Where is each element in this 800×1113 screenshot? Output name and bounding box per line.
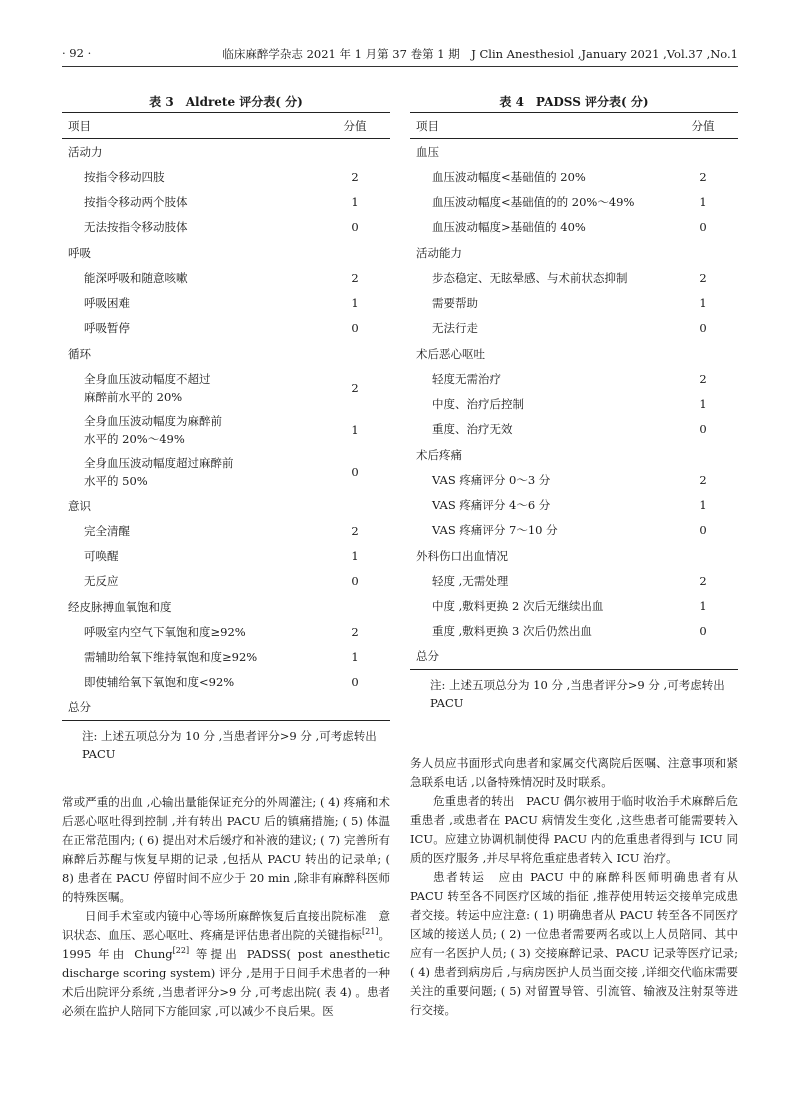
table-row bbox=[62, 316, 390, 341]
table-row bbox=[62, 451, 390, 493]
item-label-line: 呼吸困难 bbox=[84, 296, 130, 310]
item-label-line-2: 水平的 20%～49% bbox=[84, 431, 185, 446]
item-score: 0 bbox=[699, 523, 707, 537]
item-score: 0 bbox=[699, 422, 707, 436]
category-score-cell bbox=[668, 442, 738, 468]
item-score: 1 bbox=[699, 195, 707, 209]
table-row bbox=[410, 392, 738, 417]
category-row bbox=[410, 240, 738, 266]
category-row bbox=[410, 442, 738, 468]
item-label-line: 需辅助给氧下维持氧饱和度≥92% bbox=[84, 650, 258, 664]
item-label bbox=[410, 518, 668, 543]
item-score: 2 bbox=[351, 170, 359, 184]
left-paragraph-2 bbox=[62, 907, 390, 1021]
item-score: 0 bbox=[699, 321, 707, 335]
category-score-cell bbox=[320, 341, 390, 367]
item-label-line: VAS 疼痛评分 4～6 分 bbox=[432, 498, 551, 512]
table-row bbox=[62, 645, 390, 670]
item-score: 0 bbox=[351, 321, 359, 335]
category-score-cell bbox=[668, 543, 738, 569]
item-label bbox=[410, 417, 668, 442]
table3-col-score: 分值 bbox=[320, 113, 390, 139]
category-name: 活动力 bbox=[68, 144, 103, 159]
category-name: 活动能力 bbox=[416, 245, 462, 260]
item-label-line: 按指令移动四肢 bbox=[84, 170, 165, 184]
total-label: 总分 bbox=[62, 695, 320, 721]
total-score-cell bbox=[668, 644, 738, 670]
total-row bbox=[62, 695, 390, 721]
table4-padss bbox=[410, 112, 738, 670]
category-row bbox=[62, 240, 390, 266]
category-row bbox=[62, 139, 390, 165]
category-score-cell bbox=[668, 341, 738, 367]
item-label-line: 轻度 ,无需处理 bbox=[432, 574, 509, 588]
item-score: 2 bbox=[699, 271, 707, 285]
item-label-line: 中度、治疗后控制 bbox=[432, 397, 524, 411]
left-column bbox=[62, 92, 390, 1021]
item-label-line: 需要帮助 bbox=[432, 296, 478, 310]
item-label-line: 无法行走 bbox=[432, 321, 478, 335]
table3-caption: 表 3 Aldrete 评分表( 分) bbox=[149, 95, 303, 109]
item-label bbox=[62, 165, 320, 190]
category-name: 经皮脉搏血氧饱和度 bbox=[68, 599, 172, 614]
right-paragraph-1: 务人员应书面形式向患者和家属交代离院后医嘱、注意事项和紧急联系电话 ,以备特殊情况时及时联系。 bbox=[410, 756, 738, 789]
item-score: 0 bbox=[351, 675, 359, 689]
right-paragraph-3: 患者转运 应由 PACU 中的麻醉科医师明确患者有从 PACU 转至各不同医疗区域的指征 ,推荐使用转运交接单完成患者交接。转运中应注意: ( 1) 明确患者从 PACU 转至各不同医疗区域的接送人员; ( 2) 一位患者需要两名或以上人员陪同、其中应有一名医护人员; ( 3) 交接麻醉记录、PACU 记录等医疗记录; ( 4) 患者到病房后 ,与病房医护人员当面交接 ,详细交代临床需要关注的重要问题; ( 5) 对留置导管、引流管、输液及注射泵等进行交接。 bbox=[410, 870, 738, 1017]
item-label bbox=[62, 291, 320, 316]
category-score-cell bbox=[668, 139, 738, 165]
table-row bbox=[410, 493, 738, 518]
item-label bbox=[410, 594, 668, 619]
item-label-line: 按指令移动两个肢体 bbox=[84, 195, 188, 209]
item-score: 1 bbox=[351, 195, 359, 209]
table-row bbox=[62, 165, 390, 190]
total-label: 总分 bbox=[410, 644, 668, 670]
category-name: 术后疼痛 bbox=[416, 447, 462, 462]
right-paragraph-2: 危重患者的转出 PACU 偶尔被用于临时收治手术麻醉后危重患者 ,或患者在 PACU 病情发生变化 ,这些患者可能需要转入 ICU。应建立协调机制使得 PACU 内的危重患者得到与 ICU 同质的医疗服务 ,并尽早将危重症患者转入 ICU 治疗。 bbox=[410, 794, 738, 865]
item-label-line: 轻度无需治疗 bbox=[432, 372, 501, 386]
item-label-line: 能深呼吸和随意咳嗽 bbox=[84, 271, 188, 285]
item-label bbox=[410, 392, 668, 417]
journal-citation: 临床麻醉学杂志 2021 年 1 月第 37 卷第 1 期 J Clin Anesthesiol ,January 2021 ,Vol.37 ,No.1 bbox=[222, 47, 738, 61]
item-label bbox=[62, 620, 320, 645]
table-row bbox=[410, 316, 738, 341]
table4-note: 注: 上述五项总分为 10 分 ,当患者评分>9 分 ,可考虑转出 PACU bbox=[430, 678, 725, 710]
item-label bbox=[410, 190, 668, 215]
item-score: 2 bbox=[699, 574, 707, 588]
table-row bbox=[410, 367, 738, 392]
table-row bbox=[410, 266, 738, 291]
item-label bbox=[410, 468, 668, 493]
item-score: 1 bbox=[699, 296, 707, 310]
item-label bbox=[62, 367, 320, 409]
category-row bbox=[410, 543, 738, 569]
item-score: 1 bbox=[351, 650, 359, 664]
table-row bbox=[410, 165, 738, 190]
table-row bbox=[410, 594, 738, 619]
item-label-line: VAS 疼痛评分 7～10 分 bbox=[432, 523, 558, 537]
item-label-line: 重度 ,敷料更换 3 次后仍然出血 bbox=[432, 624, 592, 638]
category-score-cell bbox=[320, 594, 390, 620]
right-body-text bbox=[410, 754, 738, 1020]
category-score-cell bbox=[668, 240, 738, 266]
citation-ref-22: [22] bbox=[172, 946, 190, 956]
item-label-line: 血压波动幅度>基础值的 40% bbox=[432, 220, 586, 234]
category-score-cell bbox=[320, 493, 390, 519]
item-label bbox=[410, 291, 668, 316]
item-score: 0 bbox=[351, 220, 359, 234]
item-score: 1 bbox=[351, 422, 359, 437]
table-row bbox=[62, 620, 390, 645]
category-row bbox=[62, 341, 390, 367]
running-header bbox=[62, 46, 738, 66]
item-label-line: 呼吸暂停 bbox=[84, 321, 130, 335]
item-label bbox=[62, 451, 320, 493]
table-row bbox=[410, 569, 738, 594]
table-row bbox=[410, 190, 738, 215]
left-body-text bbox=[62, 793, 390, 1021]
item-label-line-2: 麻醉前水平的 20% bbox=[84, 389, 183, 404]
item-score: 2 bbox=[699, 170, 707, 184]
item-score: 2 bbox=[699, 372, 707, 386]
table-row bbox=[62, 190, 390, 215]
table-row bbox=[410, 468, 738, 493]
category-name: 外科伤口出血情况 bbox=[416, 548, 508, 563]
item-label-line: 可唤醒 bbox=[84, 549, 119, 563]
item-label-line: 完全清醒 bbox=[84, 524, 130, 538]
item-label bbox=[410, 316, 668, 341]
item-label bbox=[62, 544, 320, 569]
item-label-line: 中度 ,敷料更换 2 次后无继续出血 bbox=[432, 599, 604, 613]
table-row bbox=[62, 367, 390, 409]
total-row bbox=[410, 644, 738, 670]
item-label bbox=[62, 266, 320, 291]
item-label-line: 步态稳定、无眩晕感、与术前状态抑制 bbox=[432, 271, 628, 285]
item-score: 1 bbox=[351, 296, 359, 310]
table-row bbox=[410, 417, 738, 442]
item-label bbox=[410, 493, 668, 518]
item-label bbox=[410, 619, 668, 644]
table-row bbox=[62, 266, 390, 291]
category-name: 循环 bbox=[68, 346, 91, 361]
item-label bbox=[62, 645, 320, 670]
table4-col-score: 分值 bbox=[668, 113, 738, 139]
table3-note: 注: 上述五项总分为 10 分 ,当患者评分>9 分 ,可考虑转出 PACU bbox=[82, 729, 377, 761]
item-label-line: 呼吸室内空气下氧饱和度≥92% bbox=[84, 625, 246, 639]
table-row bbox=[62, 215, 390, 240]
table-row bbox=[62, 291, 390, 316]
citation-ref-21: [21] bbox=[362, 927, 379, 937]
item-label-line: 全身血压波动幅度不超过 bbox=[84, 371, 211, 386]
category-score-cell bbox=[320, 240, 390, 266]
left-paragraph-1: 常或严重的出血 ,心输出量能保证充分的外周灌注; ( 4) 疼痛和术后恶心呕吐得到控制 ,并有转出 PACU 后的镇痛措施; ( 5) 体温在正常范围内; ( 6) 提出对术后缓疗和补液的建议; ( 7) 完善所有麻醉后苏醒与恢复早期的记录 ,包括从 PACU 转出的记录单; ( 8) 患者在 PACU 停留时间不应少于 20 min ,除非有麻醉科医师的特殊医嘱。 bbox=[62, 795, 390, 904]
category-name: 术后恶心呕吐 bbox=[416, 346, 485, 361]
item-label bbox=[62, 190, 320, 215]
left-paragraph-2-part-c: 等提出 PADSS( post anesthetic discharge scoring system) 评分 ,是用于日间手术患者的一种术后出院评分系统 ,当患者评分>9 分 ,可考虑出院( 表 4) 。患者必须在监护人陪同下方能回家 ,可以减少不良后果。医 bbox=[62, 947, 390, 1018]
item-score: 0 bbox=[699, 220, 707, 234]
page-number: · 92 · bbox=[62, 46, 92, 60]
item-score: 1 bbox=[699, 498, 707, 512]
item-score: 1 bbox=[351, 549, 359, 563]
item-score: 2 bbox=[351, 271, 359, 285]
item-label bbox=[62, 316, 320, 341]
item-score: 1 bbox=[699, 599, 707, 613]
table4-col-item: 项目 bbox=[410, 113, 668, 139]
category-name: 意识 bbox=[68, 498, 91, 513]
item-label-line: VAS 疼痛评分 0～3 分 bbox=[432, 473, 551, 487]
table-row bbox=[410, 215, 738, 240]
table-row bbox=[410, 619, 738, 644]
table3-aldrete bbox=[62, 112, 390, 721]
table-row bbox=[62, 670, 390, 695]
item-label bbox=[410, 367, 668, 392]
item-label bbox=[62, 409, 320, 451]
item-label-line: 全身血压波动幅度超过麻醉前 bbox=[84, 455, 234, 470]
category-score-cell bbox=[320, 139, 390, 165]
table-row bbox=[62, 519, 390, 544]
item-label-line: 无反应 bbox=[84, 574, 119, 588]
item-score: 2 bbox=[351, 380, 359, 395]
item-label bbox=[410, 569, 668, 594]
item-label bbox=[62, 519, 320, 544]
item-label bbox=[410, 215, 668, 240]
table3-col-item: 项目 bbox=[62, 113, 320, 139]
category-row bbox=[410, 341, 738, 367]
table-row bbox=[410, 518, 738, 543]
item-label-line-2: 水平的 50% bbox=[84, 473, 148, 488]
category-row bbox=[410, 139, 738, 165]
item-label bbox=[62, 670, 320, 695]
category-name: 呼吸 bbox=[68, 245, 91, 260]
item-score: 0 bbox=[699, 624, 707, 638]
item-score: 0 bbox=[351, 574, 359, 588]
item-label-line: 无法按指令移动肢体 bbox=[84, 220, 188, 234]
item-label bbox=[62, 215, 320, 240]
item-score: 2 bbox=[351, 524, 359, 538]
header-rule bbox=[62, 66, 738, 67]
item-score: 2 bbox=[351, 625, 359, 639]
table-row bbox=[62, 409, 390, 451]
item-score: 1 bbox=[699, 397, 707, 411]
item-score: 0 bbox=[351, 464, 359, 479]
table3-body bbox=[62, 139, 390, 721]
table4-body bbox=[410, 139, 738, 670]
category-row bbox=[62, 594, 390, 620]
table4-header-row bbox=[410, 113, 738, 139]
category-row bbox=[62, 493, 390, 519]
table-row bbox=[62, 544, 390, 569]
table4-caption: 表 4 PADSS 评分表( 分) bbox=[499, 95, 649, 109]
item-label bbox=[410, 165, 668, 190]
item-label bbox=[410, 266, 668, 291]
item-label-line: 全身血压波动幅度为麻醉前 bbox=[84, 413, 222, 428]
left-paragraph-2-part-b: 。1995 年由 Chung bbox=[62, 928, 391, 961]
item-label-line: 重度、治疗无效 bbox=[432, 422, 513, 436]
table-row bbox=[62, 569, 390, 594]
category-name: 血压 bbox=[416, 144, 439, 159]
table3-header-row bbox=[62, 113, 390, 139]
right-column bbox=[410, 92, 738, 1020]
item-label-line: 血压波动幅度<基础值的的 20%～49% bbox=[432, 195, 635, 209]
left-paragraph-2-part-a: 日间手术室或内镜中心等场所麻醉恢复后直接出院标准 意识状态、血压、恶心呕吐、疼痛是评估患者出院的关键指标 bbox=[62, 909, 390, 942]
table-row bbox=[410, 291, 738, 316]
item-label bbox=[62, 569, 320, 594]
item-score: 2 bbox=[699, 473, 707, 487]
item-label-line: 血压波动幅度<基础值的 20% bbox=[432, 170, 586, 184]
item-label-line: 即使辅给氧下氧饱和度<92% bbox=[84, 675, 235, 689]
total-score-cell bbox=[320, 695, 390, 721]
